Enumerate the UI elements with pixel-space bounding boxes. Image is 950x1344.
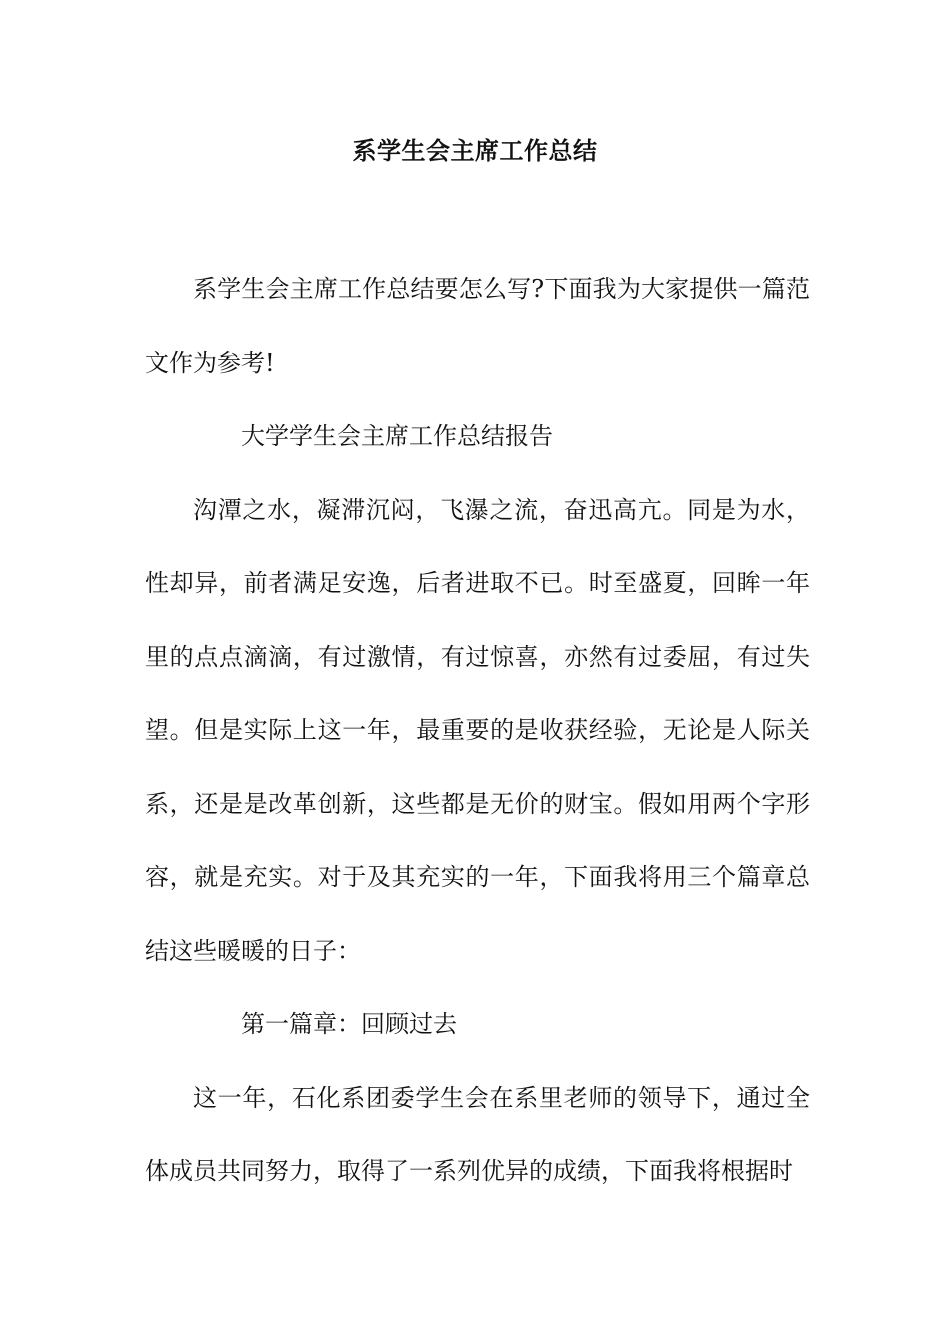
document-title: 系学生会主席工作总结: [352, 136, 598, 165]
chapter-one-paragraph: 这一年，石化系团委学生会在系里老师的领导下，通过全体成员共同努力，取得了一系列优异的成绩，下面我将根据时: [145, 1083, 810, 1185]
chapter-one-heading: 第一篇章：回顾过去: [241, 1010, 457, 1038]
intro-paragraph: 系学生会主席工作总结要怎么写?下面我为大家提供一篇范文作为参考!: [145, 275, 810, 377]
opening-paragraph: 沟潭之水，凝滞沉闷，飞瀑之流，奋迅高亢。同是为水，性却异，前者满足安逸，后者进取不已。时至盛夏，回眸一年里的点点滴滴，有过激情，有过惊喜，亦然有过委屈，有过失望。但是实际上这一年，最重要的是收获经验，无论是人际关系，还是是改革创新，这些都是无价的财宝。假如用两个字形容，就是充实。对于及其充实的一年，下面我将用三个篇章总结这些暖暖的日子：: [145, 495, 810, 965]
report-title-line: 大学学生会主席工作总结报告: [241, 422, 553, 450]
document-body: [145, 253, 810, 1209]
